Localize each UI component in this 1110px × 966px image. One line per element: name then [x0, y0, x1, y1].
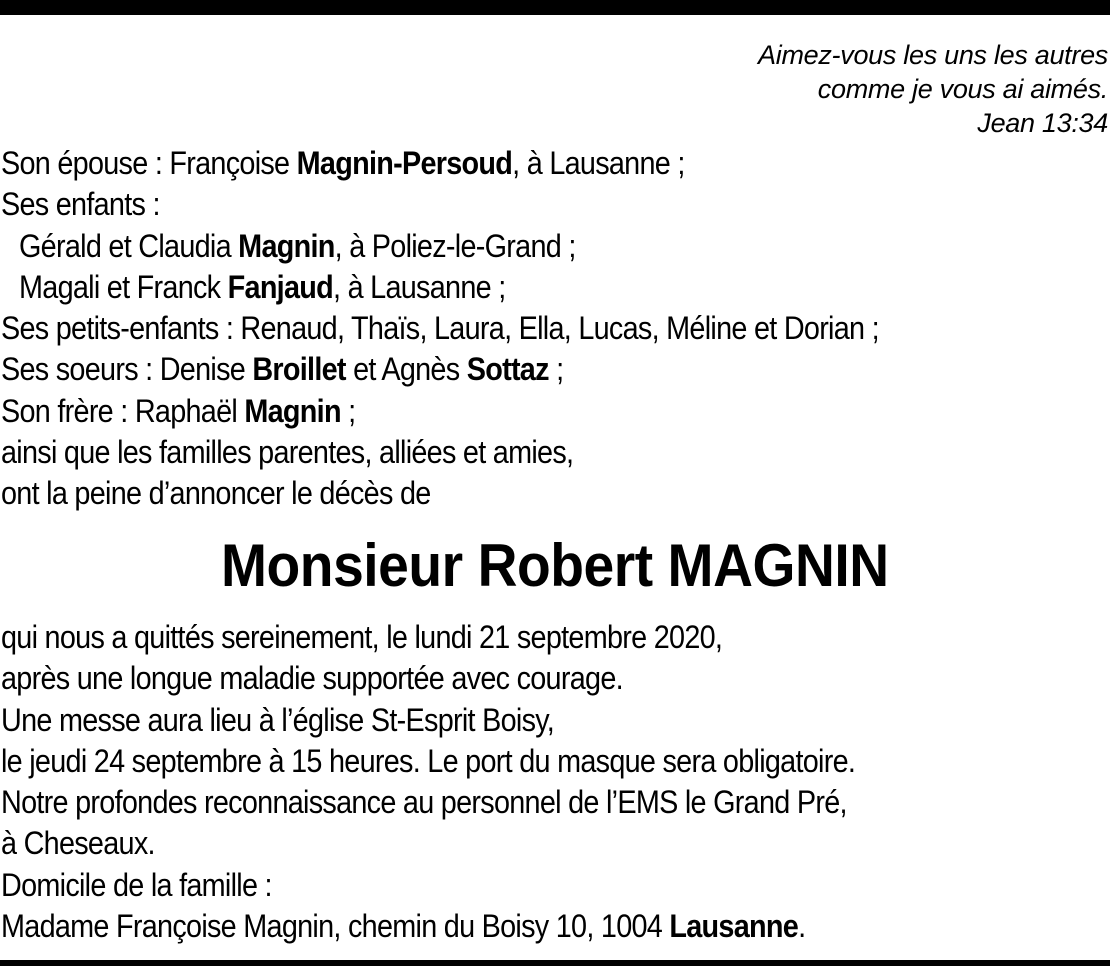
- body-line: Une messe aura lieu à l’église St-Esprit Boisy,: [1, 701, 555, 738]
- body-line: Notre profondes reconnaissance au personnel de l’EMS le Grand Pré,: [1, 784, 847, 821]
- child-line: Gérald et Claudia Magnin, à Poliez-le-Grand ;: [19, 227, 576, 264]
- top-border-rule: [0, 0, 1110, 15]
- brother-line: Son frère : Raphaël Magnin ;: [1, 392, 356, 429]
- grandchildren-line: Ses petits-enfants : Renaud, Thaïs, Laura, Ella, Lucas, Méline et Dorian ;: [1, 310, 879, 347]
- surname: Magnin: [238, 227, 335, 264]
- bottom-border-rule: [0, 960, 1110, 966]
- body-line: après une longue maladie supportée avec courage.: [1, 660, 623, 697]
- surname: Magnin-Persoud: [296, 145, 513, 181]
- epigraph-quote: [758, 38, 1108, 140]
- epigraph-line: Aimez-vous les uns les autres: [758, 40, 1108, 70]
- epigraph-reference: Jean 13:34: [977, 108, 1108, 138]
- children-label: Ses enfants :: [1, 186, 160, 223]
- surname: Magnin: [244, 392, 341, 429]
- family-list: [1, 143, 879, 515]
- surname: Sottaz: [466, 351, 549, 388]
- deceased-name-heading: Monsieur Robert MAGNIN: [221, 532, 889, 599]
- body-line: à Cheseaux.: [1, 825, 155, 862]
- surname: Broillet: [252, 351, 346, 388]
- epigraph-line: comme je vous ai aimés.: [817, 74, 1108, 104]
- sisters-line: Ses soeurs : Denise Broillet et Agnès Sottaz ;: [1, 351, 564, 388]
- child-line: Magali et Franck Fanjaud, à Lausanne ;: [19, 268, 506, 305]
- family-address-line: Madame Françoise Magnin, chemin du Boisy 10, 1004 Lausanne.: [1, 908, 806, 945]
- body-line: qui nous a quittés sereinement, le lundi 21 septembre 2020,: [1, 619, 723, 655]
- spouse-line: Son épouse : Françoise Magnin-Persoud, à Lausanne ;: [1, 145, 685, 181]
- relatives-line: ainsi que les familles parentes, alliées et amies,: [1, 434, 574, 471]
- announcement-body: [1, 617, 855, 947]
- body-line: Domicile de la famille :: [1, 866, 272, 903]
- address-city: Lausanne: [669, 908, 799, 945]
- announcement-line: ont la peine d’annoncer le décès de: [1, 475, 431, 512]
- body-line: le jeudi 24 septembre à 15 heures. Le port du masque sera obligatoire.: [1, 742, 856, 779]
- surname: Fanjaud: [227, 268, 334, 305]
